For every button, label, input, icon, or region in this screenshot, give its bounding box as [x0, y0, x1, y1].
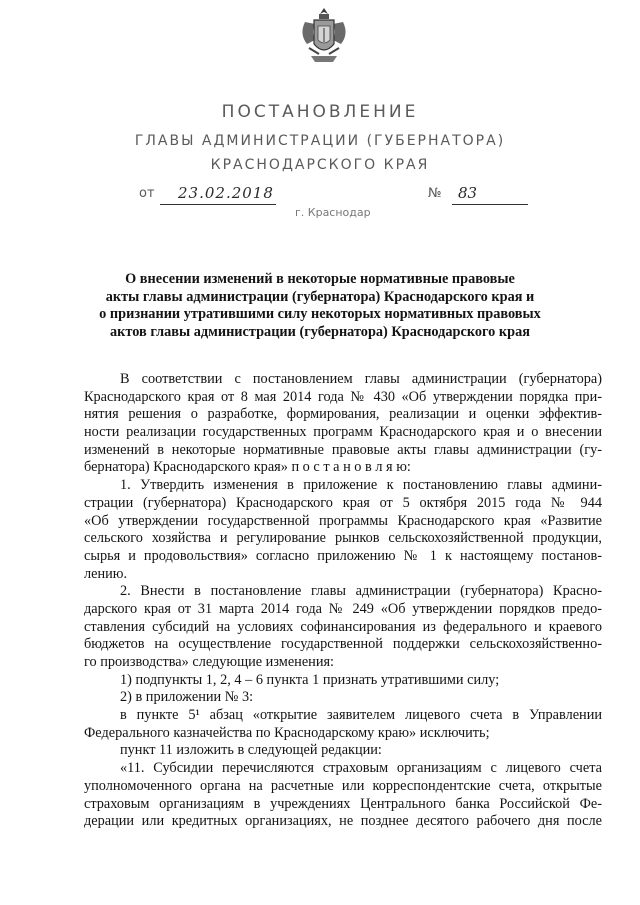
- number-value: 83: [458, 184, 478, 202]
- text-line: бернатора) Краснодарского края» п о с т а н о в л я ю:: [84, 459, 411, 476]
- text-line: в пункте 5¹ абзац «открытие заявителем лицевого счета в Управлении: [120, 707, 602, 724]
- text-line: 2) в приложении № 3:: [120, 689, 254, 706]
- heading-line: актов главы администрации (губернатора) Краснодарского края: [110, 324, 530, 341]
- date-field: [160, 184, 276, 205]
- text-line: 1. Утвердить изменения в приложение к постановлению главы админи-: [120, 477, 602, 494]
- text-line: «Об утверждении государственной программы Краснодарского края «Развитие: [84, 512, 602, 529]
- text-line: страции (губернатора) Краснодарского края от 5 октября 2015 года № 944: [84, 494, 602, 511]
- issuer-line-2: КРАСНОДАРСКОГО КРАЯ: [210, 157, 430, 173]
- text-line: пункт 11 изложить в следующей редакции:: [120, 742, 382, 759]
- paragraph: [84, 742, 602, 760]
- city-label: г. Краснодар: [295, 206, 371, 219]
- text-line: го производства» следующие изменения:: [84, 654, 335, 670]
- text-line: Федерального казначейства по Краснодарскому краю» исключить;: [84, 724, 490, 741]
- document-heading: [80, 271, 560, 342]
- text-line: лению.: [84, 565, 128, 582]
- text-line: Краснодарского края от 8 мая 2014 года № 430 «Об утверждении порядка при-: [84, 388, 602, 405]
- document-body: [84, 371, 602, 831]
- text-line: уполномоченного органа на расчетные или корреспондентские счета, открытые: [84, 777, 602, 794]
- paragraph: [84, 672, 602, 690]
- text-line: дерации или кредитных организациях, не позднее десятого рабочего дня после: [84, 813, 602, 830]
- krasnodar-coat-of-arms-icon: [297, 4, 351, 68]
- issuer-line-1: ГЛАВЫ АДМИНИСТРАЦИИ (ГУБЕРНАТОРА): [134, 133, 506, 149]
- paragraph: [84, 371, 602, 477]
- text-line: «11. Субсидии перечисляются страховым организациям с лицевого счета: [120, 760, 602, 777]
- paragraph: [84, 477, 602, 583]
- text-line: нятия решения о разработке, формирования, реализации и оценки эффектив-: [84, 406, 602, 423]
- text-line: изменений в некоторые нормативные правовые акты главы администрации (гу-: [84, 441, 602, 458]
- paragraph: [84, 760, 602, 831]
- paragraph: [84, 689, 602, 707]
- document-type-title: ПОСТАНОВЛЕНИЕ: [221, 102, 419, 122]
- heading-line: о признании утратившими силу некоторых нормативных правовых: [99, 306, 541, 323]
- text-line: 1) подпункты 1, 2, 4 – 6 пункта 1 признать утратившими силу;: [120, 671, 500, 688]
- text-line: ставления субсидий на условиях софинансирования из федерального и краевого: [84, 618, 602, 635]
- paragraph: [84, 707, 602, 742]
- number-field: [452, 184, 528, 205]
- text-line: В соответствии с постановлением главы администрации (губернатора): [120, 371, 602, 387]
- text-line: сырья и продовольствия» согласно приложению № 1 к настоящему постанов-: [84, 547, 602, 564]
- date-value: 23.02.2018: [178, 184, 274, 202]
- date-prefix: от: [139, 186, 155, 201]
- text-line: страховым организациям в учреждениях Центрального банка Российской Фе-: [84, 795, 602, 812]
- heading-line: акты главы администрации (губернатора) Краснодарского края и: [105, 288, 535, 305]
- text-line: сельского хозяйства и регулирование рынков сельскохозяйственной продукции,: [84, 530, 602, 547]
- paragraph: [84, 583, 602, 671]
- text-line: бюджетов на осуществление государственной поддержки сельскохозяйственно-: [84, 636, 602, 653]
- number-prefix: №: [428, 186, 442, 201]
- text-line: ности реализации государственных программ Краснодарского края и о внесении: [84, 424, 602, 441]
- text-line: дарского края от 31 марта 2014 года № 249 «Об утверждении порядков предо-: [84, 600, 602, 617]
- text-line: 2. Внести в постановление главы администрации (губернатора) Красно-: [120, 583, 602, 600]
- heading-line: О внесении изменений в некоторые нормативные правовые: [125, 271, 515, 287]
